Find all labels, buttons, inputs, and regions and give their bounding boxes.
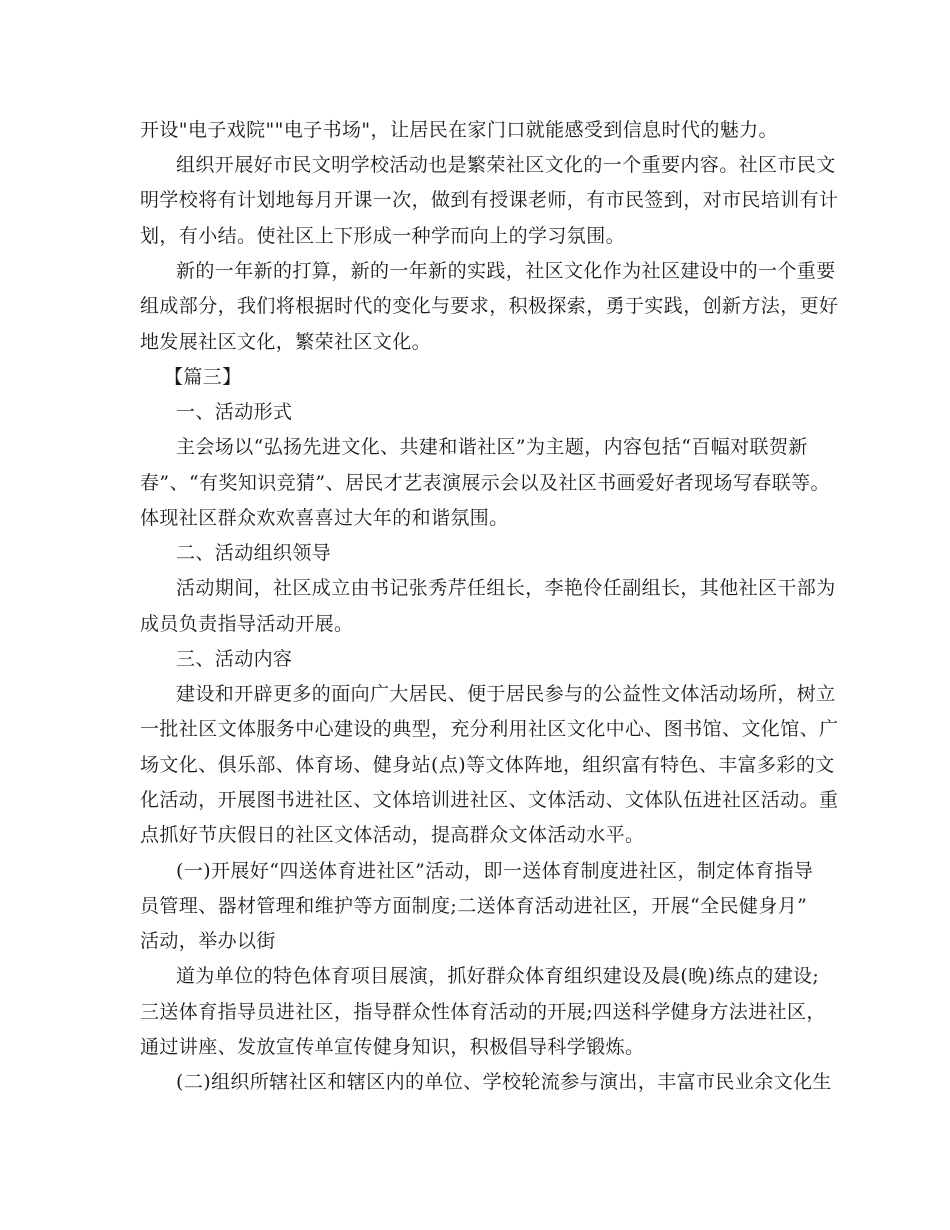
- text-line: 开设"电子戏院""电子书场"，让居民在家门口就能感受到信息时代的魅力。: [140, 119, 778, 141]
- text-line: 活动，举办以街: [140, 930, 276, 952]
- subheading: 二、活动组织领导: [176, 542, 332, 564]
- text-line: 道为单位的特色体育项目展演，抓好群众体育组织建设及晨(晚)练点的建设;: [176, 965, 820, 987]
- text-line: 组成部分，我们将根据时代的变化与要求，积极探索，勇于实践，创新方法，更好: [140, 295, 839, 317]
- text-line: 一批社区文体服务中心建设的典型，充分利用社区文化中心、图书馆、文化馆、广: [140, 718, 839, 740]
- text-line: 春”、“有奖知识竞猜”、居民才艺表演展示会以及社区书画爱好者现场写春联等。: [140, 472, 830, 494]
- text-line: 活动期间，社区成立由书记张秀芹任组长，李艳伶任副组长，其他社区干部为: [176, 577, 836, 599]
- text-line: 场文化、俱乐部、体育场、健身站(点)等文体阵地，组织富有特色、丰富多彩的文: [140, 754, 835, 776]
- text-line: 地发展社区文化，繁荣社区文化。: [140, 331, 432, 353]
- text-line: 化活动，开展图书进社区、文体培训进社区、文体活动、文体队伍进社区活动。重: [140, 789, 839, 811]
- text-line: (一)开展好“四送体育进社区”活动，即一送体育制度进社区，制定体育指导: [176, 860, 814, 882]
- text-line: 明学校将有计划地每月开课一次，做到有授课老师，有市民签到，对市民培训有计: [140, 189, 839, 211]
- text-line: 三送体育指导员进社区，指导群众性体育活动的开展;四送科学健身方法进社区，: [140, 1001, 826, 1023]
- text-line: (二)组织所辖社区和辖区内的单位、学校轮流参与演出，丰富市民业余文化生: [176, 1071, 832, 1093]
- text-line: 通过讲座、发放宣传单宣传健身知识，积极倡导科学锻炼。: [140, 1036, 645, 1058]
- subheading: 一、活动形式: [176, 401, 293, 423]
- text-line: 点抓好节庆假日的社区文体活动，提高群众文体活动水平。: [140, 824, 645, 846]
- section-heading: 【篇三】: [164, 366, 242, 388]
- text-line: 组织开展好市民文明学校活动也是繁荣社区文化的一个重要内容。社区市民文: [176, 154, 836, 176]
- text-line: 体现社区群众欢欢喜喜过大年的和谐氛围。: [140, 507, 509, 529]
- text-line: 成员负责指导活动开展。: [140, 613, 354, 635]
- text-line: 主会场以“弘扬先进文化、共建和谐社区”为主题，内容包括“百幅对联贺新: [176, 436, 808, 458]
- text-line: 划，有小结。使社区上下形成一种学而向上的学习氛围。: [140, 225, 626, 247]
- subheading: 三、活动内容: [176, 648, 293, 670]
- text-line: 新的一年新的打算，新的一年新的实践，社区文化作为社区建设中的一个重要: [176, 260, 836, 282]
- text-line: 建设和开辟更多的面向广大居民、便于居民参与的公益性文体活动场所，树立: [176, 683, 836, 705]
- text-line: 员管理、器材管理和维护等方面制度;二送体育活动进社区，开展“全民健身月”: [140, 895, 808, 917]
